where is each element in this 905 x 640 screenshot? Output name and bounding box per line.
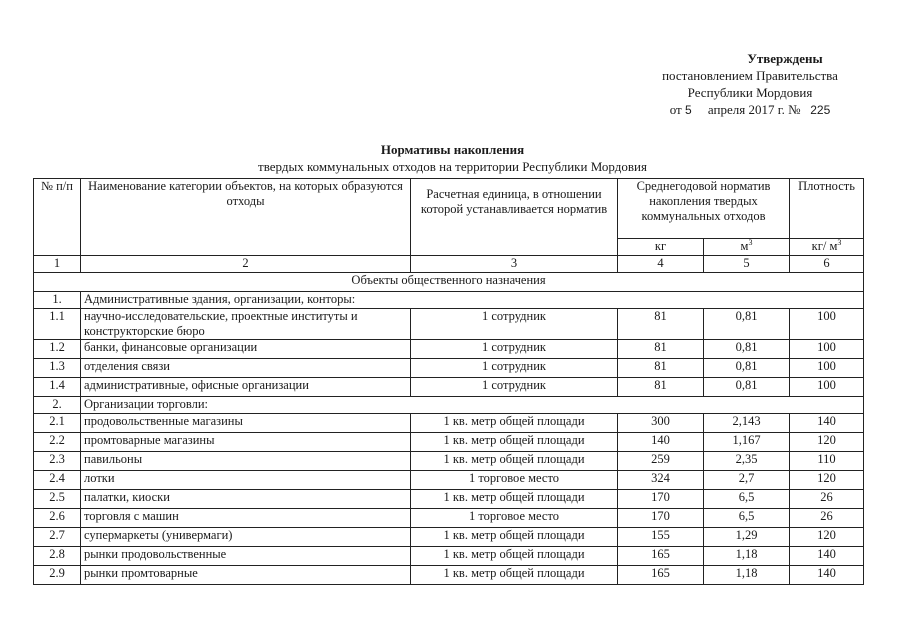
row-unit: 1 сотрудник <box>411 359 618 378</box>
approval-heading: Утверждены <box>747 51 823 66</box>
row-m3: 6,5 <box>704 509 790 528</box>
table-row <box>34 528 864 547</box>
row-m3: 2,143 <box>704 414 790 433</box>
header-kg: кг <box>618 238 704 255</box>
column-number: 3 <box>411 256 618 273</box>
row-number: 1.1 <box>34 309 81 340</box>
row-m3: 0,81 <box>704 340 790 359</box>
row-kg: 300 <box>618 414 704 433</box>
table-row <box>34 566 864 585</box>
header-row <box>34 179 864 239</box>
row-name: промтоварные магазины <box>81 433 411 452</box>
group-row <box>34 397 864 414</box>
row-unit: 1 кв. метр общей площади <box>411 566 618 585</box>
approval-number: 225 <box>810 103 831 117</box>
column-number: 5 <box>704 256 790 273</box>
group-number: 1. <box>34 292 81 309</box>
header-m3-sup: 3 <box>748 237 753 247</box>
header-norm: Среднегодовой норматив накопления твердых коммунальных отходов <box>618 179 790 239</box>
row-number: 2.8 <box>34 547 81 566</box>
group-title: Административные здания, организации, конторы: <box>81 292 864 309</box>
row-unit: 1 кв. метр общей площади <box>411 528 618 547</box>
header-m3-unit: м <box>740 238 749 253</box>
row-m3: 2,35 <box>704 452 790 471</box>
column-number: 4 <box>618 256 704 273</box>
table-row <box>34 414 864 433</box>
header-kgm3-unit: кг/ м <box>811 238 838 253</box>
row-m3: 1,167 <box>704 433 790 452</box>
row-number: 1.3 <box>34 359 81 378</box>
row-kg: 165 <box>618 566 704 585</box>
row-density: 140 <box>790 566 864 585</box>
row-name: лотки <box>81 471 411 490</box>
header-kgm3 <box>790 238 864 255</box>
row-kg: 170 <box>618 509 704 528</box>
column-numbers-row <box>34 256 864 273</box>
group-number: 2. <box>34 397 81 414</box>
norms-table-body <box>34 179 864 585</box>
row-number: 1.4 <box>34 378 81 397</box>
row-name: рынки промтоварные <box>81 566 411 585</box>
column-number: 1 <box>34 256 81 273</box>
row-name: павильоны <box>81 452 411 471</box>
section-row <box>34 273 864 292</box>
row-number: 2.1 <box>34 414 81 433</box>
row-kg: 165 <box>618 547 704 566</box>
table-row <box>34 452 864 471</box>
row-density: 100 <box>790 378 864 397</box>
table-row <box>34 309 864 340</box>
header-density: Плотность <box>790 179 864 239</box>
row-kg: 259 <box>618 452 704 471</box>
row-number: 2.4 <box>34 471 81 490</box>
row-kg: 324 <box>618 471 704 490</box>
table-row <box>34 490 864 509</box>
approval-month-year: апреля 2017 г. <box>707 102 785 117</box>
row-m3: 1,18 <box>704 566 790 585</box>
row-unit: 1 торговое место <box>411 471 618 490</box>
row-number: 2.3 <box>34 452 81 471</box>
row-number: 2.6 <box>34 509 81 528</box>
column-number: 6 <box>790 256 864 273</box>
row-m3: 0,81 <box>704 359 790 378</box>
document-title <box>0 141 905 175</box>
table-row <box>34 433 864 452</box>
row-kg: 140 <box>618 433 704 452</box>
row-m3: 2,7 <box>704 471 790 490</box>
row-unit: 1 кв. метр общей площади <box>411 547 618 566</box>
table-row <box>34 547 864 566</box>
row-density: 26 <box>790 490 864 509</box>
row-m3: 1,29 <box>704 528 790 547</box>
group-title: Организации торговли: <box>81 397 864 414</box>
row-kg: 81 <box>618 340 704 359</box>
row-density: 120 <box>790 433 864 452</box>
row-m3: 0,81 <box>704 309 790 340</box>
row-name: рынки продовольственные <box>81 547 411 566</box>
row-density: 100 <box>790 340 864 359</box>
row-density: 110 <box>790 452 864 471</box>
row-name: банки, финансовые организации <box>81 340 411 359</box>
row-kg: 155 <box>618 528 704 547</box>
approval-line-1: постановлением Правительства <box>662 68 838 83</box>
row-kg: 81 <box>618 378 704 397</box>
row-kg: 170 <box>618 490 704 509</box>
row-number: 1.2 <box>34 340 81 359</box>
header-unit: Расчетная единица, в отношении которой устанавливается норматив <box>411 179 618 256</box>
row-number: 2.2 <box>34 433 81 452</box>
table-row <box>34 378 864 397</box>
row-m3: 0,81 <box>704 378 790 397</box>
norms-table <box>33 178 864 585</box>
title-line-1: Нормативы накопления <box>380 142 525 157</box>
row-unit: 1 сотрудник <box>411 309 618 340</box>
section-title: Объекты общественного назначения <box>34 273 864 292</box>
from-label: от <box>669 102 682 117</box>
row-kg: 81 <box>618 359 704 378</box>
row-name: научно-исследовательские, проектные институты и конструкторские бюро <box>81 309 411 340</box>
row-kg: 81 <box>618 309 704 340</box>
approval-line-2: Республики Мордовия <box>687 85 813 100</box>
row-density: 140 <box>790 414 864 433</box>
row-m3: 6,5 <box>704 490 790 509</box>
row-unit: 1 кв. метр общей площади <box>411 433 618 452</box>
row-number: 2.5 <box>34 490 81 509</box>
row-name: палатки, киоски <box>81 490 411 509</box>
row-name: административные, офисные организации <box>81 378 411 397</box>
row-density: 120 <box>790 471 864 490</box>
approval-block <box>600 50 900 119</box>
table-row <box>34 471 864 490</box>
row-density: 120 <box>790 528 864 547</box>
row-name: продовольственные магазины <box>81 414 411 433</box>
header-name: Наименование категории объектов, на которых образуются отходы <box>81 179 411 256</box>
table-row <box>34 340 864 359</box>
row-unit: 1 кв. метр общей площади <box>411 452 618 471</box>
table-row <box>34 359 864 378</box>
row-number: 2.7 <box>34 528 81 547</box>
row-density: 100 <box>790 359 864 378</box>
row-density: 100 <box>790 309 864 340</box>
number-label: № <box>788 102 801 117</box>
row-number: 2.9 <box>34 566 81 585</box>
header-num: № п/п <box>34 179 81 256</box>
approval-day: 5 <box>684 103 692 117</box>
approval-date-line <box>600 101 900 119</box>
row-unit: 1 сотрудник <box>411 340 618 359</box>
row-name: супермаркеты (универмаги) <box>81 528 411 547</box>
row-name: торговля с машин <box>81 509 411 528</box>
group-row <box>34 292 864 309</box>
row-unit: 1 сотрудник <box>411 378 618 397</box>
header-m3 <box>704 238 790 255</box>
row-density: 140 <box>790 547 864 566</box>
column-number: 2 <box>81 256 411 273</box>
table-row <box>34 509 864 528</box>
row-name: отделения связи <box>81 359 411 378</box>
row-unit: 1 кв. метр общей площади <box>411 490 618 509</box>
title-line-2: твердых коммунальных отходов на территории Республики Мордовия <box>258 159 647 174</box>
row-density: 26 <box>790 509 864 528</box>
header-kgm3-sup: 3 <box>837 237 842 247</box>
row-unit: 1 торговое место <box>411 509 618 528</box>
row-unit: 1 кв. метр общей площади <box>411 414 618 433</box>
row-m3: 1,18 <box>704 547 790 566</box>
